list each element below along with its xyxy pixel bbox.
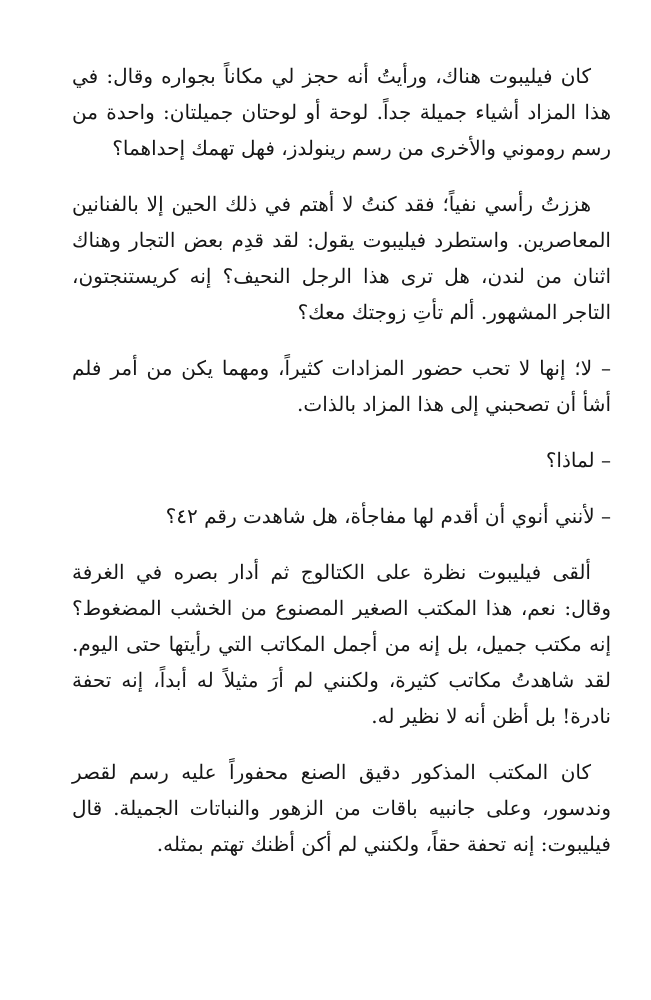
paragraph-4: كان المكتب المذكور دقيق الصنع محفوراً عليه رسم لقصر وندسور، وعلى جانبيه باقات من الزهور والنباتات الجميلة. قال فيليبوت: إنه تحفة حقاً، ولكنني لم أكن أظنك تهتم بمثله. xyxy=(72,760,611,856)
paragraph-3: ألقى فيليبوت نظرة على الكتالوج ثم أدار بصره في الغرفة وقال: نعم، هذا المكتب الصغير المصنوع من الخشب المضغوط؟ إنه مكتب جميل، بل إنه من أجمل المكاتب التي رأيتها حتى اليوم. لقد شاهدتُ مكاتب كثيرة، ولكنني لم أرَ مثيلاً له أبداً، إنه تحفة نادرة! بل أظن أنه لا نظير له. xyxy=(72,560,611,728)
dialogue-line-3: – لأنني أنوي أن أقدم لها مفاجأة، هل شاهدت رقم ٤٢؟ xyxy=(165,504,611,528)
paragraph-1: كان فيليبوت هناك، ورأيتُ أنه حجز لي مكاناً بجواره وقال: في هذا المزاد أشياء جميلة جداً. لوحة أو لوحتان جميلتان: واحدة من رسم روموني والأخرى من رسم رينولدز، فهل تهمك إحداهما؟ xyxy=(72,64,611,160)
book-page xyxy=(72,58,611,882)
dialogue-line-1: – لا؛ إنها لا تحب حضور المزادات كثيراً، ومهما يكن من أمر فلم أشأ أن تصحبني إلى هذا المزاد بالذات. xyxy=(72,356,611,416)
dialogue-line-2: – لماذا؟ xyxy=(545,448,611,472)
paragraph-2: هززتُ رأسي نفياً؛ فقد كنتُ لا أهتم في ذلك الحين إلا بالفنانين المعاصرين. واستطرد فيليبوت يقول: لقد قدِم بعض التجار وهناك اثنان من لندن، هل ترى هذا الرجل النحيف؟ إنه كريستنجتون، التاجر المشهور. ألم تأتِ زوجتك معك؟ xyxy=(72,192,611,324)
